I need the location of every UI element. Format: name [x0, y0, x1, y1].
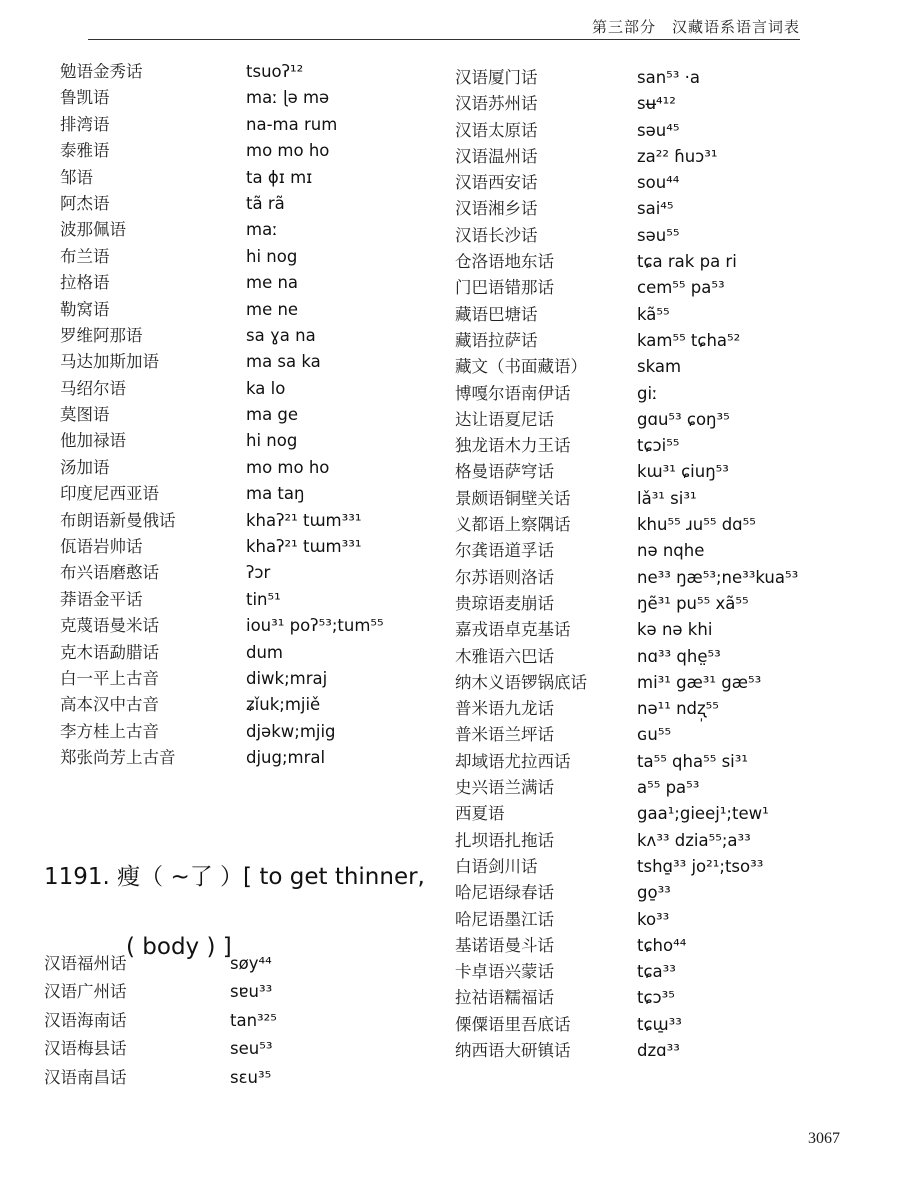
entry-row	[60, 427, 440, 453]
language-name: 汉语南昌话	[44, 1067, 127, 1087]
entry-row	[44, 1064, 424, 1092]
entry-row	[455, 90, 875, 116]
word-form: diwk;mraj	[246, 668, 328, 688]
word-form: səu⁴⁵	[637, 120, 680, 140]
word-form: tɕɔi⁵⁵	[637, 436, 680, 456]
entry-row	[455, 879, 875, 905]
entry-row	[60, 401, 440, 427]
word-form: ma ge	[246, 405, 299, 425]
word-form: nɑ³³ qhe̤⁵³	[637, 646, 721, 666]
entry-row	[455, 406, 875, 432]
entry-row	[455, 1011, 875, 1037]
word-form: cem⁵⁵ pa⁵³	[637, 278, 725, 298]
language-name: 西夏语	[455, 804, 505, 824]
word-form: za²² ɦuɔ³¹	[637, 146, 718, 166]
entry-row	[455, 537, 875, 563]
word-form: tã rã	[246, 193, 285, 213]
entry-heading-line1: 1191. 瘦（ ~了 ）[ to get thinner,	[44, 864, 425, 890]
language-name: 勉语金秀话	[60, 62, 143, 81]
word-form: sʉ⁴¹²	[637, 94, 676, 114]
entry-row	[455, 774, 875, 800]
entry-row	[455, 195, 875, 221]
word-form: søy⁴⁴	[230, 954, 272, 973]
entry-row	[60, 507, 440, 533]
word-form: ŋẽ³¹ pu⁵⁵ xã⁵⁵	[637, 593, 749, 613]
word-form: me na	[246, 273, 299, 293]
word-form: khaʔ²¹ tɯm³³¹	[246, 510, 362, 530]
entry-row	[455, 1037, 875, 1063]
language-name: 纳西语大研镇话	[455, 1040, 571, 1060]
language-name: 却域语尤拉西话	[455, 751, 571, 771]
word-form: khaʔ²¹ tɯm³³¹	[246, 537, 362, 557]
entry-row	[60, 454, 440, 480]
word-form: ta ɸɪ mɪ	[246, 167, 313, 187]
entry-heading-line2: ( body ) ]	[126, 934, 232, 960]
running-header	[88, 12, 800, 40]
entry-row	[455, 485, 875, 511]
word-form: sɐu³³	[230, 982, 273, 1002]
header-rule	[88, 39, 800, 40]
language-name: 汉语太原话	[455, 120, 538, 140]
entry-row	[60, 58, 440, 84]
left-column-bottom	[44, 950, 424, 1092]
language-name: 藏文（书面藏语）	[455, 357, 587, 377]
language-name: 独龙语木力王话	[455, 436, 571, 456]
language-name: 排湾语	[60, 114, 110, 134]
entry-row	[60, 243, 440, 269]
language-name: 博嘎尔语南伊话	[455, 383, 571, 403]
language-name: 波那佩语	[60, 220, 126, 240]
header-title: 第三部分 汉藏语系语言词表	[591, 18, 800, 36]
entry-row	[60, 559, 440, 585]
language-name: 白一平上古音	[60, 668, 159, 688]
word-form: dzɑ³³	[637, 1040, 680, 1060]
language-name: 史兴语兰满话	[455, 778, 554, 798]
language-name: 汉语海南话	[44, 1010, 127, 1030]
word-form: tsuoʔ¹²	[246, 62, 304, 81]
language-name: 郑张尚芳上古音	[60, 748, 176, 768]
entry-row	[455, 458, 875, 484]
entry-row	[60, 691, 440, 717]
language-name: 莽语金平话	[60, 589, 143, 609]
language-name: 卡卓语兴蒙话	[455, 962, 554, 982]
entry-row	[455, 853, 875, 879]
entry-row	[455, 695, 875, 721]
word-form: nə nqhe	[637, 541, 705, 561]
word-form: tɕɯ̱³³	[637, 1014, 682, 1034]
entry-row	[455, 222, 875, 248]
entry-row	[455, 748, 875, 774]
language-name: 他加禄语	[60, 431, 126, 451]
right-column	[455, 64, 875, 1063]
word-form: ko³³	[637, 909, 670, 929]
entry-row	[455, 958, 875, 984]
language-name: 佤语岩帅话	[60, 537, 143, 557]
language-name: 汉语福州话	[44, 954, 127, 973]
entry-row	[455, 380, 875, 406]
entry-row	[455, 117, 875, 143]
word-form: kɯ³¹ ɕiuŋ⁵³	[637, 462, 729, 482]
entry-row	[455, 353, 875, 379]
word-form: tin⁵¹	[246, 589, 281, 609]
language-name: 汉语广州话	[44, 982, 127, 1002]
entry-row	[455, 432, 875, 458]
entry-row	[455, 274, 875, 300]
entry-row	[455, 248, 875, 274]
word-form: giː	[637, 383, 658, 403]
entry-row	[455, 984, 875, 1010]
word-form: ta⁵⁵ qha⁵⁵ si³¹	[637, 751, 748, 771]
language-name: 汤加语	[60, 457, 110, 477]
language-name: 印度尼西亚语	[60, 484, 159, 504]
word-form: san⁵³ ·a	[637, 68, 700, 87]
language-name: 藏语巴塘话	[455, 304, 538, 324]
entry-row	[455, 327, 875, 353]
entry-row	[60, 348, 440, 374]
language-name: 汉语苏州话	[455, 94, 538, 114]
word-form: səu⁵⁵	[637, 225, 680, 245]
entry-row	[60, 190, 440, 216]
word-form: ne³³ ŋæ⁵³;ne³³kua⁵³	[637, 567, 799, 587]
word-form: maː	[246, 220, 278, 240]
word-form: seu⁵³	[230, 1039, 273, 1059]
language-name: 汉语厦门话	[455, 68, 538, 87]
language-name: 高本汉中古音	[60, 695, 159, 715]
entry-row	[60, 718, 440, 744]
word-form: gɑu⁵³ ɕoŋ³⁵	[637, 409, 730, 429]
entry-row	[60, 322, 440, 348]
language-name: 门巴语错那话	[455, 278, 554, 298]
word-form: mi³¹ gæ³¹ gæ⁵³	[637, 672, 762, 692]
language-name: 藏语拉萨话	[455, 330, 538, 350]
language-name: 尔龚语道孚话	[455, 541, 554, 561]
language-name: 邹语	[60, 167, 93, 187]
page-number: 3067	[808, 1130, 840, 1147]
language-name: 马绍尔语	[60, 378, 126, 398]
word-form: gaa¹;gieej¹;tew¹	[637, 804, 769, 824]
word-form: ma taŋ	[246, 484, 305, 504]
entry-row	[455, 616, 875, 642]
language-name: 木雅语六巴话	[455, 646, 554, 666]
entry-row	[60, 586, 440, 612]
word-form: kə nə khi	[637, 620, 713, 640]
word-form: sou⁴⁴	[637, 173, 680, 193]
language-name: 基诺语曼斗话	[455, 935, 554, 955]
word-form: me ne	[246, 299, 299, 319]
word-form: tɕa rak pa ri	[637, 252, 737, 272]
entry-row	[60, 216, 440, 242]
word-form: ɢu⁵⁵	[637, 725, 672, 745]
left-column-top	[60, 58, 440, 771]
language-name: 汉语梅县话	[44, 1039, 127, 1059]
entry-row	[44, 978, 424, 1006]
language-name: 布朗语新曼俄话	[60, 510, 176, 530]
language-name: 汉语长沙话	[455, 225, 538, 245]
word-form: lǎ³¹ si³¹	[637, 488, 697, 508]
word-form: kã⁵⁵	[637, 304, 670, 324]
language-name: 拉祜语糯福话	[455, 988, 554, 1008]
entry-row	[455, 800, 875, 826]
language-name: 达让语夏尼话	[455, 409, 554, 429]
language-name: 哈尼语墨江话	[455, 909, 554, 929]
language-name: 仓洛语地东话	[455, 252, 554, 272]
entry-row	[60, 480, 440, 506]
word-form: skam	[637, 357, 682, 377]
entry-row	[44, 950, 424, 978]
entry-row	[455, 301, 875, 327]
language-name: 纳木义语锣锅底话	[455, 672, 587, 692]
entry-row	[60, 269, 440, 295]
word-form: sai⁴⁵	[637, 199, 674, 219]
entry-row	[60, 84, 440, 110]
entry-row	[60, 665, 440, 691]
entry-row	[455, 906, 875, 932]
word-form: a⁵⁵ pa⁵³	[637, 778, 700, 798]
word-form: kam⁵⁵ tɕha⁵²	[637, 330, 741, 350]
language-name: 李方桂上古音	[60, 721, 159, 741]
language-name: 泰雅语	[60, 141, 110, 161]
word-form: ʔɔr	[246, 563, 271, 583]
language-name: 白语剑川话	[455, 856, 538, 876]
word-form: kʌ³³ dzia⁵⁵;a³³	[637, 830, 751, 850]
entry-row	[455, 564, 875, 590]
language-name: 汉语西安话	[455, 173, 538, 193]
entry-row	[44, 1035, 424, 1063]
language-name: 鲁凯语	[60, 88, 110, 108]
language-name: 普米语兰坪话	[455, 725, 554, 745]
word-form: ka lo	[246, 378, 286, 398]
word-form: djəkw;mjig	[246, 721, 336, 741]
word-form: ʑǐuk;mjiě	[246, 695, 321, 715]
entry-row	[60, 612, 440, 638]
language-name: 汉语湘乡话	[455, 199, 538, 219]
word-form: iou³¹ poʔ⁵³;tum⁵⁵	[246, 616, 384, 636]
entry-row	[455, 143, 875, 169]
word-form: hi nog	[246, 431, 298, 451]
language-name: 布兰语	[60, 246, 110, 266]
language-name: 克木语勐腊话	[60, 642, 159, 662]
language-name: 傈僳语里吾底话	[455, 1014, 571, 1034]
word-form: go̱³³	[637, 883, 671, 903]
word-form: ma sa ka	[246, 352, 321, 372]
word-form: tshɑ̱³³ jo²¹;tso³³	[637, 856, 764, 876]
entry-row	[455, 511, 875, 537]
entry-row	[44, 1007, 424, 1035]
entry-row	[60, 375, 440, 401]
language-name: 罗维阿那语	[60, 325, 143, 345]
language-name: 拉格语	[60, 273, 110, 293]
entry-row	[455, 932, 875, 958]
language-name: 普米语九龙话	[455, 699, 554, 719]
word-form: tɕɔ³⁵	[637, 988, 675, 1008]
language-name: 格曼语萨穹话	[455, 462, 554, 482]
language-name: 克蔑语曼米话	[60, 616, 159, 636]
word-form: tan³²⁵	[230, 1010, 277, 1030]
entry-row	[60, 164, 440, 190]
language-name: 布兴语磨憨话	[60, 563, 159, 583]
word-form: sa ɣa na	[246, 325, 316, 345]
language-name: 贵琼语麦崩话	[455, 593, 554, 613]
language-name: 汉语温州话	[455, 146, 538, 166]
entry-row	[455, 590, 875, 616]
word-form: tɕa³³	[637, 962, 676, 982]
entry-row	[455, 669, 875, 695]
entry-row	[60, 137, 440, 163]
word-form: na-ma rum	[246, 114, 338, 134]
word-form: dum	[246, 642, 284, 662]
word-form: nə¹¹ ndʐ̩⁵⁵	[637, 699, 719, 719]
entry-row	[455, 643, 875, 669]
word-form: khu⁵⁵ ɹu⁵⁵ dɑ⁵⁵	[637, 515, 756, 535]
word-form: mo mo ho	[246, 457, 330, 477]
word-form: maː ɭə mə	[246, 88, 330, 108]
entry-row	[60, 111, 440, 137]
entry-row	[455, 721, 875, 747]
word-form: mo mo ho	[246, 141, 330, 161]
language-name: 阿杰语	[60, 193, 110, 213]
word-form: hi nog	[246, 246, 298, 266]
language-name: 勒窝语	[60, 299, 110, 319]
entry-row	[455, 64, 875, 90]
word-form: sɛu³⁵	[230, 1067, 272, 1087]
entry-row	[60, 744, 440, 770]
language-name: 尔苏语则洛话	[455, 567, 554, 587]
language-name: 马达加斯加语	[60, 352, 159, 372]
language-name: 莫图语	[60, 405, 110, 425]
language-name: 嘉戎语卓克基话	[455, 620, 571, 640]
word-form: tɕho⁴⁴	[637, 935, 687, 955]
entry-row	[60, 533, 440, 559]
word-form: djug;mral	[246, 748, 326, 768]
language-name: 景颇语铜壁关话	[455, 488, 571, 508]
entry-row	[60, 296, 440, 322]
language-name: 义都语上察隅话	[455, 515, 571, 535]
entry-row	[60, 639, 440, 665]
entry-row	[455, 827, 875, 853]
language-name: 扎坝语扎拖话	[455, 830, 554, 850]
language-name: 哈尼语绿春话	[455, 883, 554, 903]
entry-row	[455, 169, 875, 195]
